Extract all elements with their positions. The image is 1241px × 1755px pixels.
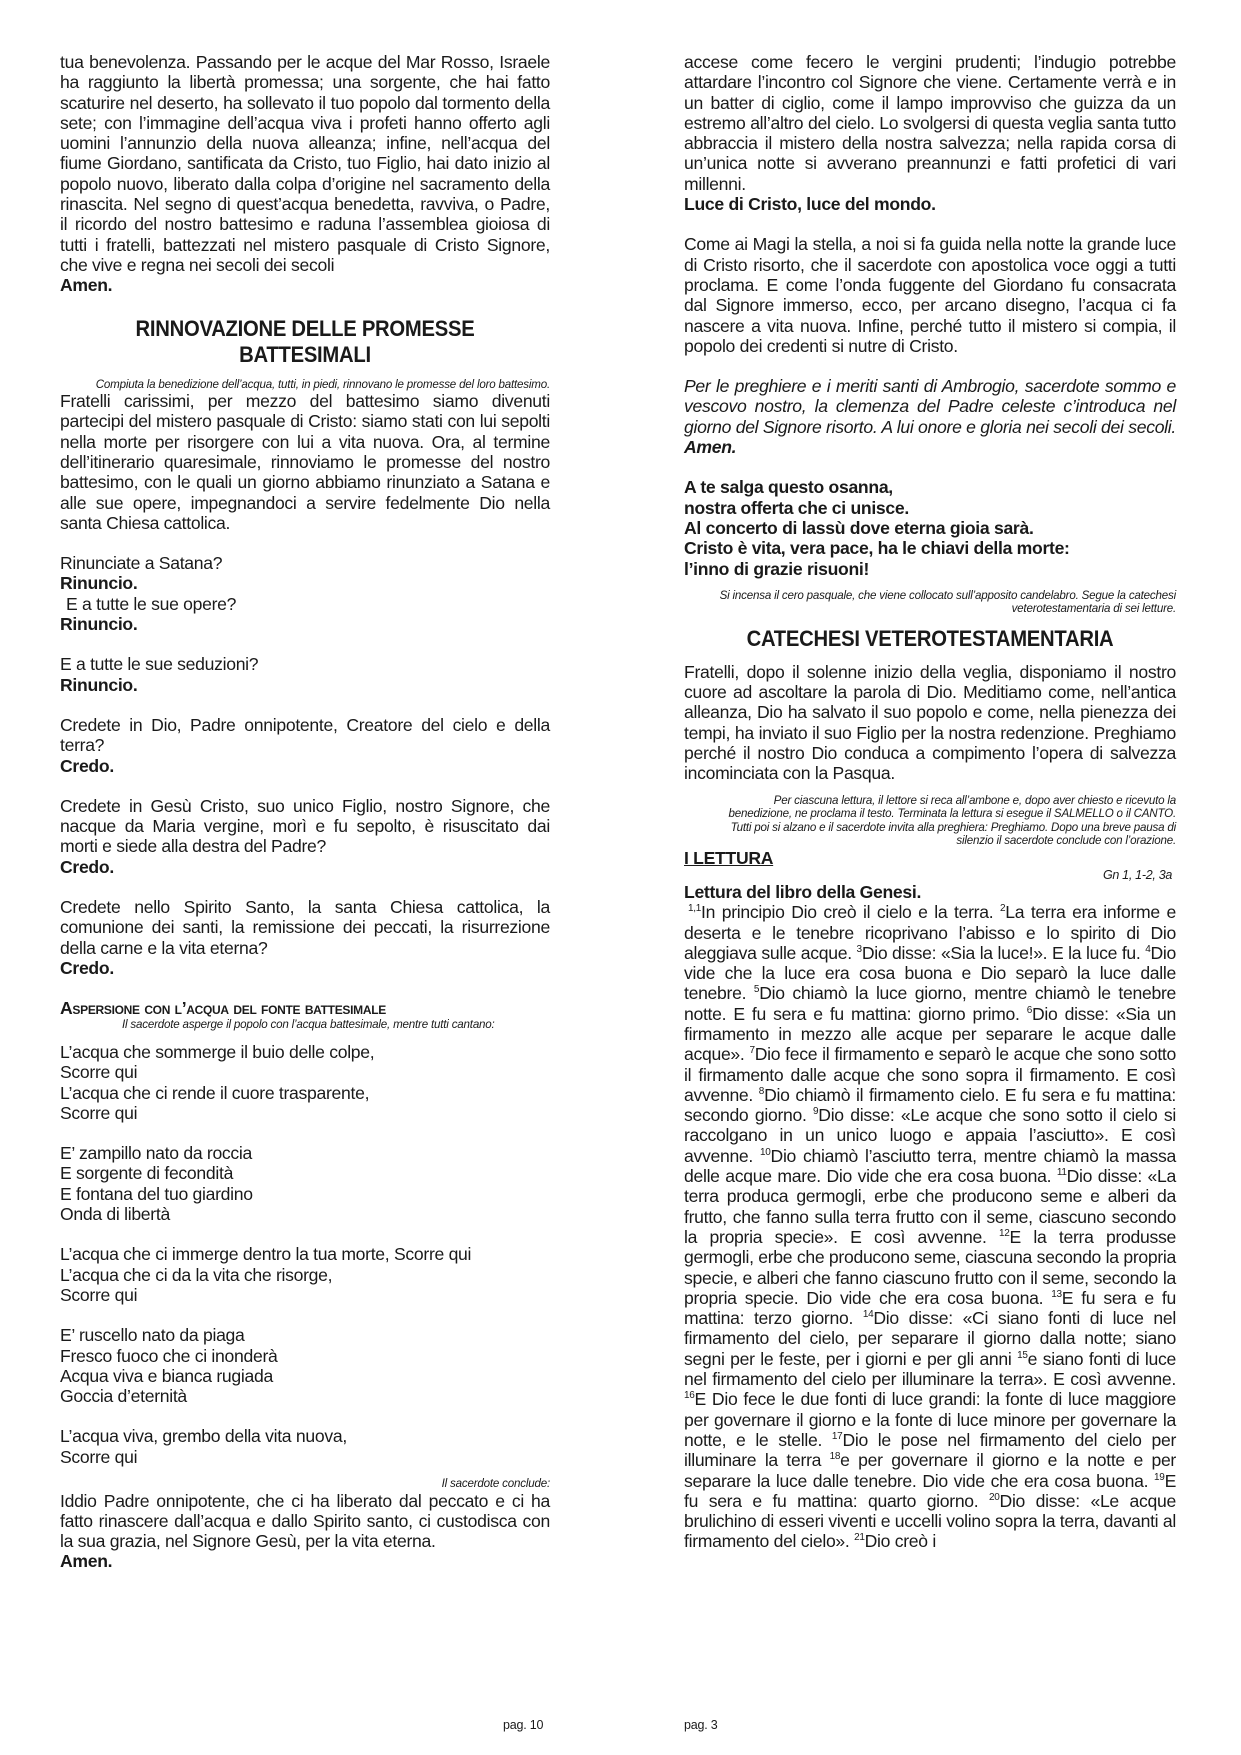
song-line: E sorgente di fecondità	[60, 1163, 234, 1184]
song-line: Goccia d’eternità	[60, 1386, 187, 1407]
rubric-conclude: Il sacerdote conclude:	[441, 1477, 550, 1491]
question-2: E a tutte le sue opere?	[66, 593, 237, 614]
section-title-catechesi: CATECHESI VETEROTESTAMENTARIA	[746, 625, 1114, 651]
verse-text: Dio disse: «Ci siano fonti di luce nel firmamento del cielo, per separare il giorno dalla notte; siano segni per le feste, per i giorni e per gli anni	[684, 1308, 1176, 1369]
hymn-line: nostra offerta che ci unisce.	[684, 497, 909, 518]
verse-text: e siano fonti di luce nel firmamento del cielo per illuminare la terra». E così avvenne.	[684, 1348, 1177, 1390]
verse-number: 3	[856, 943, 862, 955]
verse-number: 9	[813, 1106, 819, 1118]
song-line: Acqua viva e bianca rugiada	[60, 1365, 273, 1386]
response-3: Rinuncio.	[60, 674, 138, 695]
section-title-promesse: RINNOVAZIONE DELLE PROMESSE BATTESIMALI	[135, 315, 475, 367]
verse-number: 8	[758, 1086, 765, 1098]
rubric-letture: Per ciascuna lettura, il lettore si reca all’ambone e, dopo aver chiesto e ricevuto la benedizione, ne proclama il testo. Terminata la lettura si esegue il SALMELLO o il CANTO. Tutti poi si alzano e il sacerdote invita alla preghiera: Preghiamo. Dopo una breve pausa di silenzio il sacerdote conclude con l’orazione.	[728, 793, 1176, 848]
verse-number: 20	[989, 1491, 1000, 1503]
verse-text: E fu sera e fu mattina: terzo giorno.	[684, 1287, 1176, 1329]
verse-number: 4	[1145, 943, 1151, 955]
verse-text: Dio creò i	[864, 1531, 936, 1552]
question-6: Credete nello Spirito Santo, la santa Chiesa cattolica, la comunione dei santi, la remissione dei peccati, la risurrezione della carne e la vita eterna?	[60, 897, 550, 958]
hymn-line: Cristo è vita, vera pace, ha le chiavi della morte:	[684, 538, 1070, 559]
rubric-promesse: Compiuta la benedizione dell’acqua, tutti, in piedi, rinnovano le promesse del loro battesimo.	[95, 377, 550, 391]
song-line: E’ ruscello nato da piaga	[60, 1325, 245, 1346]
verse-number: 6	[1026, 1004, 1032, 1016]
response-6: Credo.	[60, 957, 114, 978]
song-line: Scorre qui	[60, 1284, 138, 1305]
song-line: Scorre qui	[60, 1102, 138, 1123]
song-line: Fresco fuoco che ci inonderà	[60, 1345, 278, 1366]
hosanna-hymn	[684, 477, 1176, 578]
vigil-paragraph: accese come fecero le vergini prudenti; l’indugio potrebbe attardare l’incontro col Signore che viene. Certamente verrà e in un batter di ciglio, come il lampo improvviso che guizza da un estremo all’altro del cielo. Lo svolgersi di questa veglia santa tutto abbraccia il mistero della nostra salvezza; nella rapida corsa di un’unica notte si avverano preannunzi e fatti profetici di vari millenni.	[684, 52, 1176, 194]
song-line: E’ zampillo nato da roccia	[60, 1143, 253, 1164]
closing-prayer: Iddio Padre onnipotente, che ci ha liberato dal peccato e ci ha fatto rinascere dall’acqua e dallo Spirito santo, ci custodisca con la sua grazia, nel Signore Gesù, per la vita eterna.	[60, 1490, 550, 1552]
song-line: L’acqua che ci immerge dentro la tua morte, Scorre qui	[60, 1244, 472, 1265]
hymn-line: Al concerto di lassù dove eterna gioia sarà.	[684, 517, 1034, 538]
right-column	[684, 52, 1176, 1552]
baptism-song	[60, 1042, 550, 1467]
page-number-right: pag. 3	[684, 1718, 718, 1732]
response-1: Rinuncio.	[60, 573, 138, 594]
verse-text: Dio chiamò la luce giorno, mentre chiamò le tenebre notte. E fu sera e fu mattina: giorno primo.	[684, 983, 1177, 1024]
verse-number: 2	[999, 903, 1006, 915]
verse-number: 19	[1154, 1471, 1165, 1483]
page-number-left: pag. 10	[503, 1718, 544, 1732]
song-line: L’acqua che sommerge il buio delle colpe,	[60, 1041, 375, 1062]
rubric-aspersione: Il sacerdote asperge il popolo con l’acqua battesimale, mentre tutti cantano:	[122, 1018, 495, 1032]
song-line: L’acqua che ci da la vita che risorge,	[60, 1264, 333, 1285]
light-response: Luce di Cristo, luce del mondo.	[684, 194, 936, 215]
verse-text: Dio disse: «Sia la luce!». E la luce fu.	[861, 942, 1146, 963]
song-line: Scorre qui	[60, 1446, 138, 1467]
question-5: Credete in Gesù Cristo, suo unico Figlio, nostro Signore, che nacque da Maria vergine, morì e fu sepolto, è risuscitato dai morti e siede alla destra del Padre?	[60, 795, 550, 857]
verse-number: 10	[760, 1146, 771, 1158]
question-1: Rinunciate a Satana?	[60, 553, 223, 574]
verse-text: In principio Dio creò il cielo e la terra.	[701, 902, 1000, 923]
rubric-incenso: Si incensa il cero pasquale, che viene collocato sull’apposito candelabro. Segue la catechesi veterotestamentaria di sei letture.	[719, 588, 1176, 616]
song-line: E fontana del tuo giardino	[60, 1183, 253, 1204]
left-column	[60, 52, 550, 1572]
reading-label: I LETTURA	[684, 847, 774, 868]
verse-number: 15	[1017, 1349, 1028, 1361]
ambrogio-paragraph	[684, 376, 1176, 457]
verse-text: Dio disse: «La terra produca germogli, erbe che producono seme e alberi da frutto, che fanno sulla terra frutto con il seme, ciascuno secondo la propria specie». E così avvenne.	[684, 1166, 1176, 1247]
aspersione-title-initial: A	[60, 998, 73, 1019]
closing-amen: Amen.	[60, 1551, 113, 1572]
question-3: E a tutte le sue seduzioni?	[60, 654, 259, 675]
promesse-paragraph: Fratelli carissimi, per mezzo del battesimo siamo divenuti partecipi del mistero pasquale di Cristo: siamo stati con lui sepolti nella morte per risorgere con lui a vita nuova. Ora, al termine dell’itinerario quaresimale, rinnoviamo le promesse del nostro battesimo, con le quali un giorno abbiamo rinunziato a Satana e alle sue opere, impegnandoci a servire fedelmente Dio nella santa Chiesa cattolica.	[60, 391, 550, 533]
verse-text: Dio disse: «Sia un firmamento in mezzo alle acque per separare le acque dalle acque».	[684, 1003, 1176, 1065]
verse-text: E la terra produsse germogli, erbe che producono seme, ciascuna secondo la propria specie, e alberi che fanno ciascuno frutto con il seme, secondo la propria specie. Dio vide che era cosa buona.	[684, 1226, 1176, 1308]
verse-text: Dio chiamò l’asciutto terra, mentre chiamò la massa delle acque mare. Dio vide che era cosa buona.	[684, 1145, 1176, 1187]
verse-number: 13	[1051, 1288, 1062, 1300]
verse-number: 1,1	[688, 903, 702, 915]
verse-number: 14	[862, 1309, 874, 1321]
intro-paragraph: tua benevolenza. Passando per le acque del Mar Rosso, Israele ha raggiunto la libertà promessa; una sorgente, che hai fatto scaturire nel deserto, ha sollevato il tuo popolo dal tormento della sete; con l’immagine dell’acqua viva i profeti hanno offerto agli uomini l’annunzio della nuova alleanza; infine, nell’acqua del fiume Giordano, santificata da Cristo, tuo Figlio, hai dato inizio al popolo nuovo, liberato dalla colpa d’origine nel sacramento della rinascita. Nel segno di quest’acqua benedetta, ravviva, o Padre, il ricordo del nostro battesimo e raduna l’assemblea gioiosa di tutti i fratelli, battezzati nel mistero pasquale di Cristo Signore, che vive e regna nei secoli dei secoli	[60, 52, 550, 275]
song-line: Scorre qui	[60, 1062, 138, 1083]
verse-text: E Dio fece le due fonti di luce grandi: la fonte di luce maggiore per governare il giorno e la fonte di luce minore per governare la notte, e le stelle.	[684, 1389, 1176, 1450]
genesis-text	[684, 902, 1176, 1552]
song-line: L’acqua che ci rende il cuore trasparente,	[60, 1082, 370, 1103]
verse-text: Dio le pose nel firmamento del cielo per illuminare la terra	[684, 1429, 1177, 1471]
verse-number: 7	[749, 1045, 755, 1057]
verse-text: Dio disse: «Le acque che sono sotto il cielo si raccolgano in un unico luogo e appaia l’asciutto». E così avvenne.	[684, 1105, 1176, 1166]
catechesi-paragraph: Fratelli, dopo il solenne inizio della veglia, disponiamo il nostro cuore ad ascoltare la parola di Dio. Meditiamo come, nell’antica alleanza, Dio ha salvato il suo popolo e come, nella pienezza dei tempi, ha inviato il suo Figlio per la nostra redenzione. Preghiamo perché il nostro Dio conduca a compimento l’opera di salvezza incominciata con la Pasqua.	[684, 661, 1176, 784]
verse-text: Dio chiamò il firmamento cielo. E fu sera e fu mattina: secondo giorno.	[684, 1084, 1176, 1126]
verse-text: e per governare il giorno e la notte e per separare la luce dalle tenebre. Dio vide che era cosa buona.	[684, 1450, 1176, 1491]
song-line: Onda di libertà	[60, 1204, 170, 1225]
response-5: Credo.	[60, 856, 114, 877]
verse-number: 17	[831, 1431, 843, 1443]
hymn-line: l’inno di grazie risuoni!	[684, 558, 870, 579]
aspersione-title-rest: spersione con l’acqua del fonte battesimale	[72, 998, 386, 1019]
response-4: Credo.	[60, 755, 114, 776]
song-line: L’acqua viva, grembo della vita nuova,	[60, 1426, 347, 1447]
verse-number: 11	[1056, 1167, 1067, 1179]
reading-title: Lettura del libro della Genesi.	[684, 881, 922, 902]
verse-text: Dio disse: «Le acque brulichino di esseri viventi e uccelli volino sopra la terra, davanti al firmamento del cielo».	[684, 1490, 1176, 1552]
ambrogio-text: Per le preghiere e i meriti santi di Ambrogio, sacerdote sommo e vescovo nostro, la clemenza del Padre celeste c’introduca nel giorno del Signore risorto. A lui onore e gloria nei secoli dei secoli.	[684, 376, 1176, 437]
magi-paragraph: Come ai Magi la stella, a noi si fa guida nella notte la grande luce di Cristo risorto, che il sacerdote con apostolica voce oggi a tutti proclama. E come l’onda fuggente del Giordano fu consacrata dal Signore immerso, ecco, per arcano disegno, l’acqua ci fa nascere a vita nuova. Infine, perché tutto il mistero si compia, il popolo dei credenti si nutre di Cristo.	[684, 234, 1176, 356]
verse-text: E fu sera e fu mattina: quarto giorno.	[684, 1470, 1176, 1511]
ambrogio-amen: Amen.	[684, 437, 737, 458]
amen-response: Amen.	[60, 275, 113, 296]
verse-text: Dio fece il firmamento e separò le acque che sono sotto il firmamento dalle acque che sono sopra il firmamento. E così avvenne.	[684, 1044, 1176, 1105]
verse-number: 16	[684, 1390, 695, 1402]
verse-text: Dio vide che la luce era cosa buona e Dio separò la luce dalle tenebre.	[684, 942, 1176, 1004]
response-2: Rinuncio.	[60, 614, 138, 635]
section-title-aspersione	[60, 998, 550, 1018]
question-4: Credete in Dio, Padre onnipotente, Creatore del cielo e della terra?	[60, 714, 550, 756]
verse-text: La terra era informe e deserta e le tenebre ricoprivano l’abisso e lo spirito di Dio aleggiava sulle acque.	[684, 902, 1176, 963]
verse-number: 21	[854, 1532, 865, 1544]
verse-number: 18	[829, 1451, 841, 1463]
verse-number: 12	[998, 1228, 1010, 1240]
hymn-line: A te salga questo osanna,	[684, 477, 893, 498]
verse-number: 5	[753, 984, 760, 996]
reading-reference: Gn 1, 1-2, 3a	[1102, 867, 1172, 882]
